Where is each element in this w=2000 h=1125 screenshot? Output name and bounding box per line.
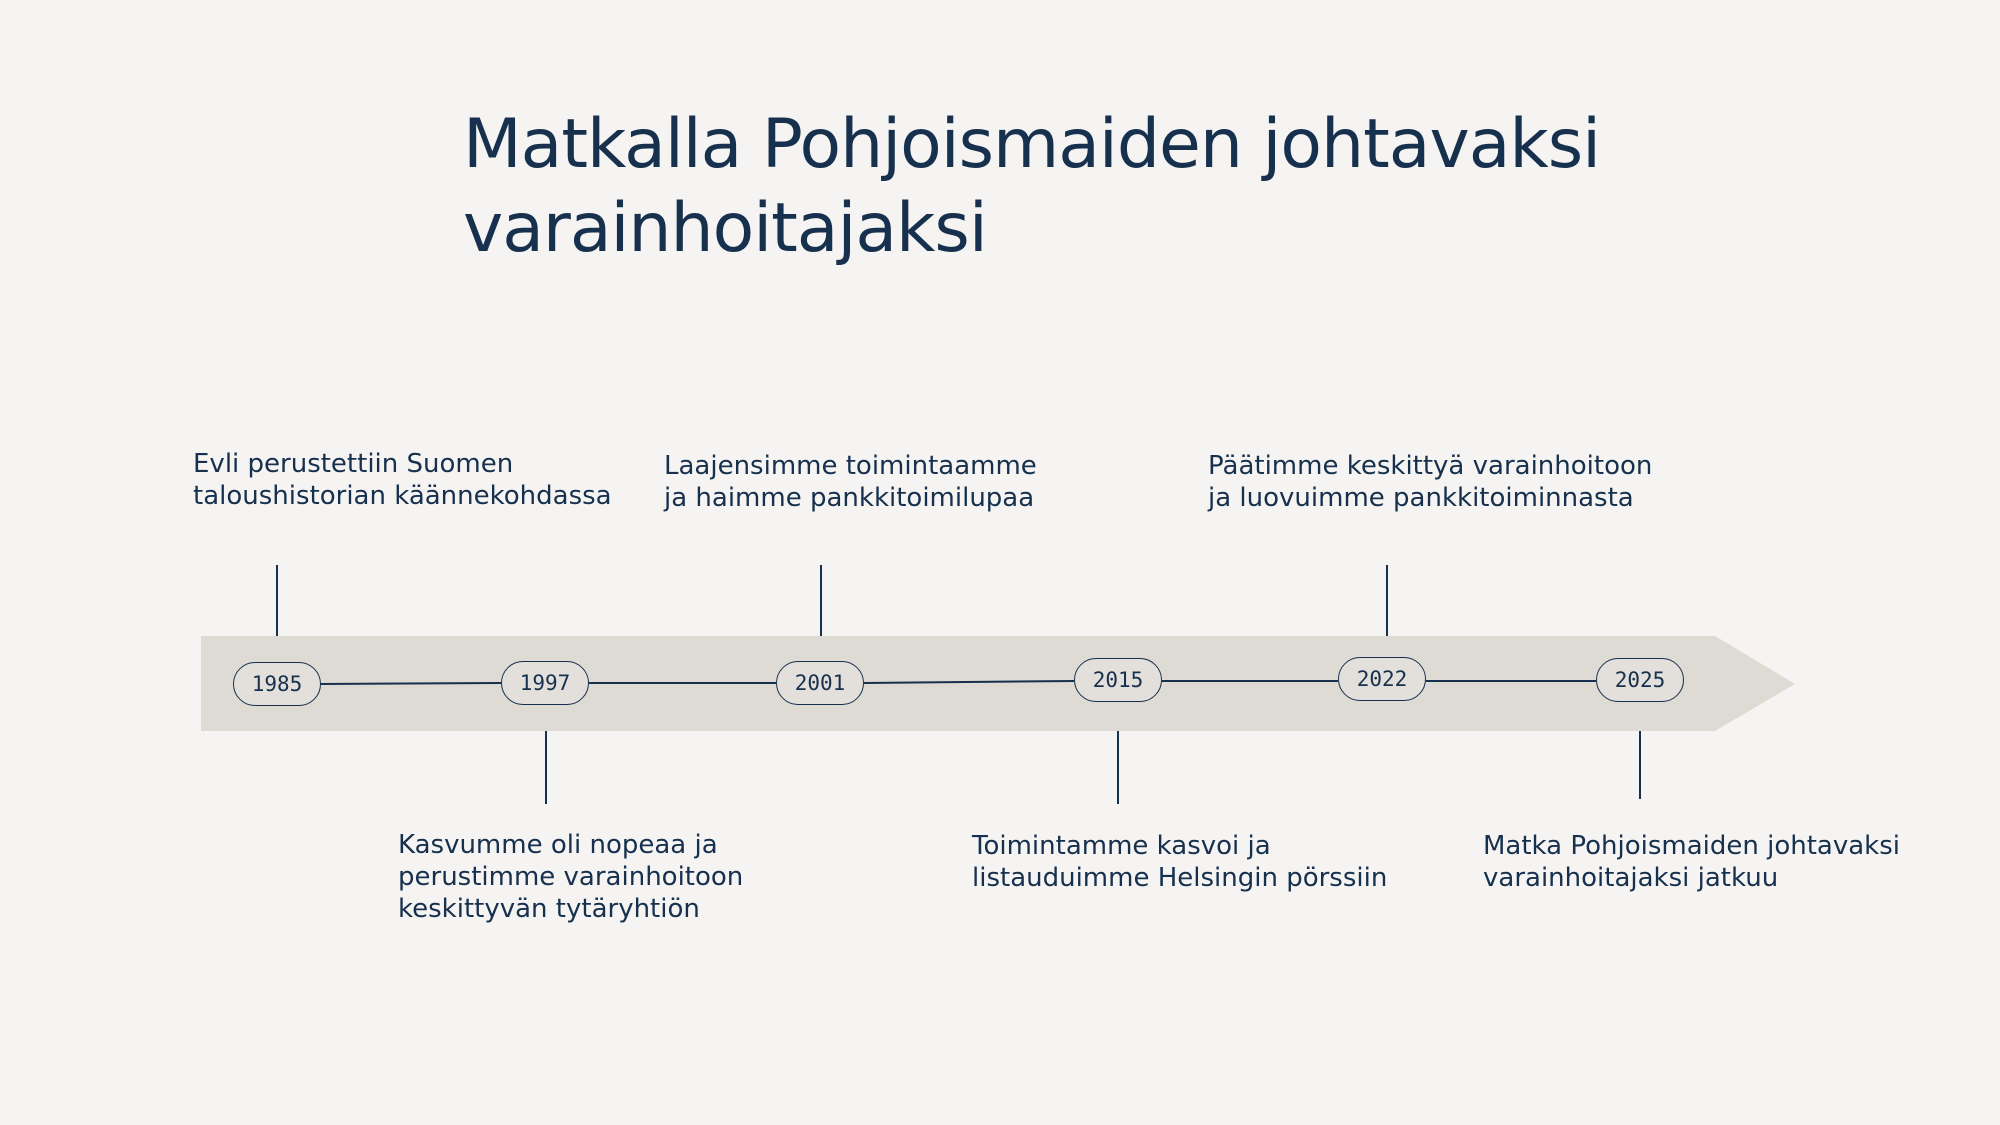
caption-line: listauduimme Helsingin pörssiin (972, 863, 1388, 893)
caption-line: Kasvumme oli nopeaa ja (398, 830, 718, 860)
year-pill-1985: 1985 (233, 662, 321, 706)
year-pill-2015: 2015 (1074, 658, 1162, 702)
caption-line: Päätimme keskittyä varainhoitoon (1208, 451, 1653, 481)
title-line-1: Matkalla Pohjoismaiden johtavaksi (463, 105, 1601, 184)
caption-line: perustimme varainhoitoon (398, 862, 744, 892)
milestone-caption-1997 (398, 829, 743, 925)
milestone-caption-2001 (664, 450, 1037, 514)
timeline-connector (321, 683, 501, 684)
caption-line: Laajensimme toimintaamme (664, 451, 1037, 481)
milestone-caption-2022 (1208, 450, 1652, 514)
title-line-2: varainhoitajaksi (463, 189, 987, 268)
milestone-caption-1985 (193, 448, 612, 512)
year-pill-2001: 2001 (776, 661, 864, 705)
caption-line: Evli perustettiin Suomen (193, 449, 514, 479)
year-pill-2022: 2022 (1338, 657, 1426, 701)
caption-line: keskittyvän tytäryhtiön (398, 894, 700, 924)
caption-line: ja luovuimme pankkitoiminnasta (1208, 483, 1634, 513)
milestone-caption-2015 (972, 830, 1387, 894)
caption-line: ja haimme pankkitoimilupaa (664, 483, 1035, 513)
caption-line: Matka Pohjoismaiden johtavaksi (1483, 831, 1901, 861)
year-pill-2025: 2025 (1596, 658, 1684, 702)
milestone-caption-2025 (1483, 830, 1900, 894)
caption-line: Toimintamme kasvoi ja (972, 831, 1271, 861)
caption-line: varainhoitajaksi jatkuu (1483, 863, 1779, 893)
caption-line: taloushistorian käännekohdassa (193, 481, 612, 511)
year-pill-1997: 1997 (501, 661, 589, 705)
